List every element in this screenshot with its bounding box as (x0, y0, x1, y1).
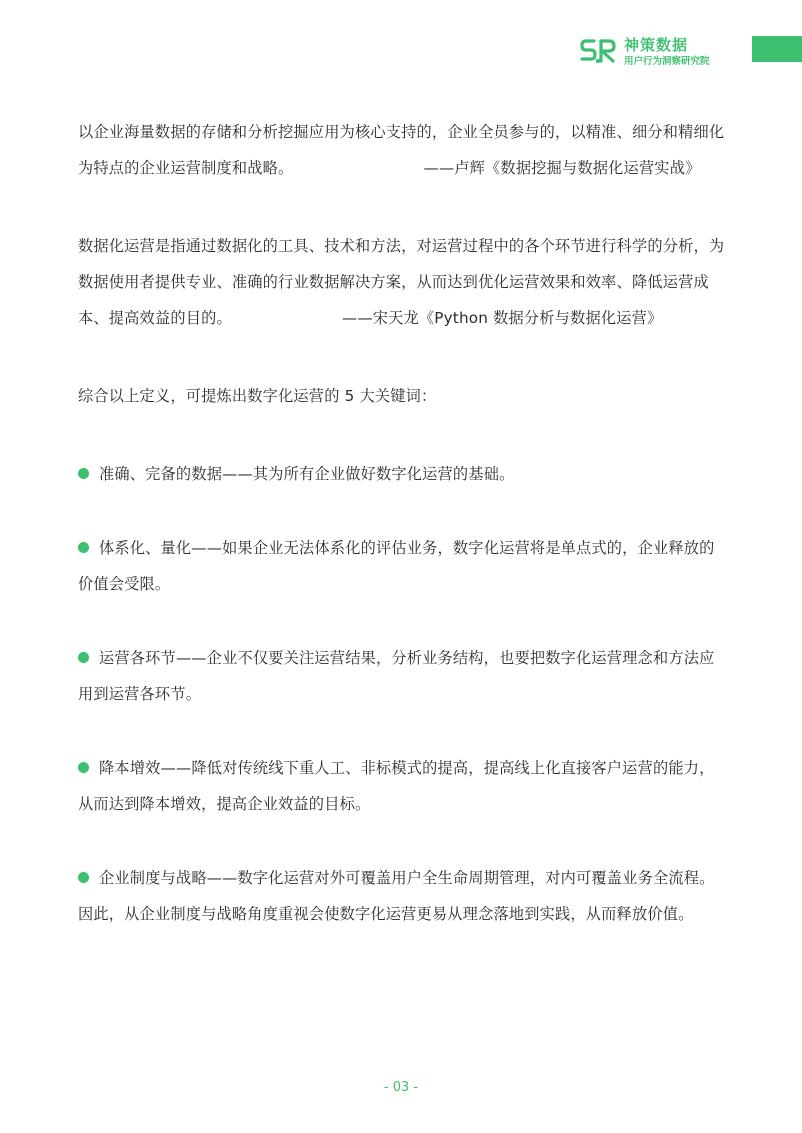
keyword-term: 准确、完备的数据 (99, 465, 223, 483)
definition-source: ——宋天龙《Python 数据分析与数据化运营》 (341, 309, 663, 327)
intro-text: 综合以上定义，可提炼出数字化运营的 5 大关键词： (78, 387, 437, 405)
keyword-item (78, 640, 728, 712)
bullet-dot-icon (78, 652, 89, 663)
definition-1 (78, 114, 728, 186)
bullet-dot-icon (78, 468, 89, 479)
brand-logo (580, 34, 730, 68)
logo-title: 神策数据 (624, 36, 689, 54)
keyword-term: 企业制度与战略 (99, 869, 207, 887)
definition-text: 以企业海量数据的存储和分析挖掘应用为核心支持的，企业全员参与的，以精准、细分和精细化为特点的企业运营制度和战略。 (78, 123, 725, 177)
header-accent-bar (752, 36, 802, 62)
keyword-desc: ——降低对传统线下重人工、非标模式的提高，提高线上化直接客户运营的能力，从而达到降本增效，提高企业效益的目标。 (78, 759, 715, 813)
page-content (78, 114, 728, 932)
sr-logo-icon (580, 36, 620, 66)
definition-source: ——卢辉《数据挖掘与数据化运营实战》 (423, 159, 701, 177)
page-number: - 03 - (383, 1080, 419, 1095)
bullet-dot-icon (78, 762, 89, 773)
keyword-term: 运营各环节 (99, 649, 176, 667)
keyword-term: 降本增效 (99, 759, 161, 777)
keyword-item (78, 456, 728, 492)
definition-text: 数据化运营是指通过数据化的工具、技术和方法，对运营过程中的各个环节进行科学的分析，为数据使用者提供专业、准确的行业数据解决方案，从而达到优化运营效果和效率、降低运营成本、提高效益的目的。 (78, 237, 725, 327)
logo-subtitle: 用户行为洞察研究院 (624, 56, 710, 67)
bullet-dot-icon (78, 542, 89, 553)
keyword-desc: ——如果企业无法体系化的评估业务，数字化运营将是单点式的，企业释放的价值会受限。 (78, 539, 715, 593)
keyword-desc: ——数字化运营对外可覆盖用户全生命周期管理，对内可覆盖业务全流程。因此，从企业制度与战略角度重视会使数字化运营更易从理念落地到实践，从而释放价值。 (78, 869, 715, 923)
definition-2 (78, 228, 728, 336)
keyword-term: 体系化、量化 (99, 539, 192, 557)
keyword-desc: ——其为所有企业做好数字化运营的基础。 (222, 465, 515, 483)
keyword-item (78, 860, 728, 932)
keyword-item (78, 530, 728, 602)
keyword-item (78, 750, 728, 822)
bullet-dot-icon (78, 872, 89, 883)
keyword-desc: ——企业不仅要关注运营结果，分析业务结构，也要把数字化运营理念和方法应用到运营各环节。 (78, 649, 715, 703)
